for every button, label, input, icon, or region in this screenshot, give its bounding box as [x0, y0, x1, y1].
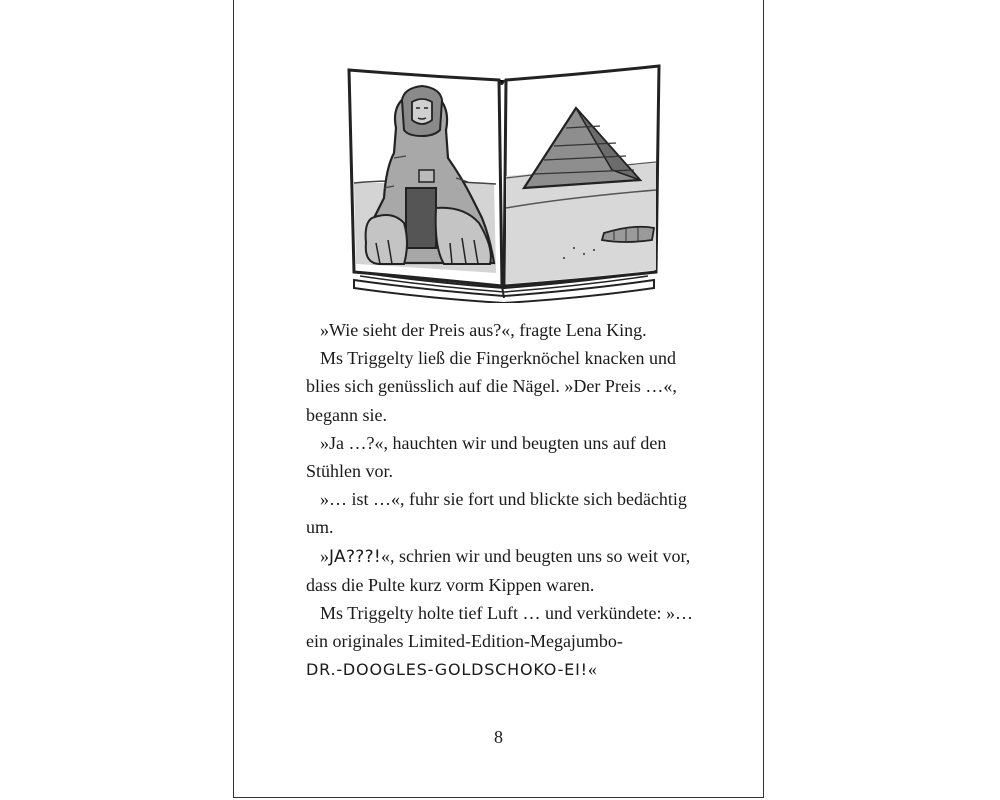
quote-close: «	[587, 659, 597, 680]
paragraph-4: »… ist …«, fuhr sie fort und blickte sich bedächtig um.	[306, 489, 687, 538]
paragraph-2: Ms Triggelty ließ die Fingerknöchel knacken und blies sich genüsslich auf die Nägel. »Der Preis …«, begann sie.	[306, 348, 677, 425]
paragraph-6: Ms Triggelty holte tief Luft … und verkündete: »… ein originales Limited-Edition-Megajumbo-	[306, 603, 693, 652]
story-text	[306, 316, 706, 685]
paragraph-7	[306, 655, 706, 684]
open-book-illustration	[344, 58, 664, 303]
quote-open: »	[320, 545, 329, 566]
shout-text: JA???!	[329, 546, 382, 567]
page-number: 8	[494, 727, 503, 747]
paragraph-1: »Wie sieht der Preis aus?«, fragte Lena King.	[320, 320, 647, 340]
prize-name: DR.-DOOGLES-GOLDSCHOKO-EI!	[306, 660, 588, 680]
paragraph-3: »Ja …?«, hauchten wir und beugten uns auf den Stühlen vor.	[306, 432, 667, 482]
paragraph-5-rest: «, schrien wir und beugten uns so weit vor, dass die Pulte kurz vorm Kippen waren.	[306, 545, 691, 595]
paragraph-5	[306, 542, 706, 599]
book-page	[233, 0, 764, 798]
